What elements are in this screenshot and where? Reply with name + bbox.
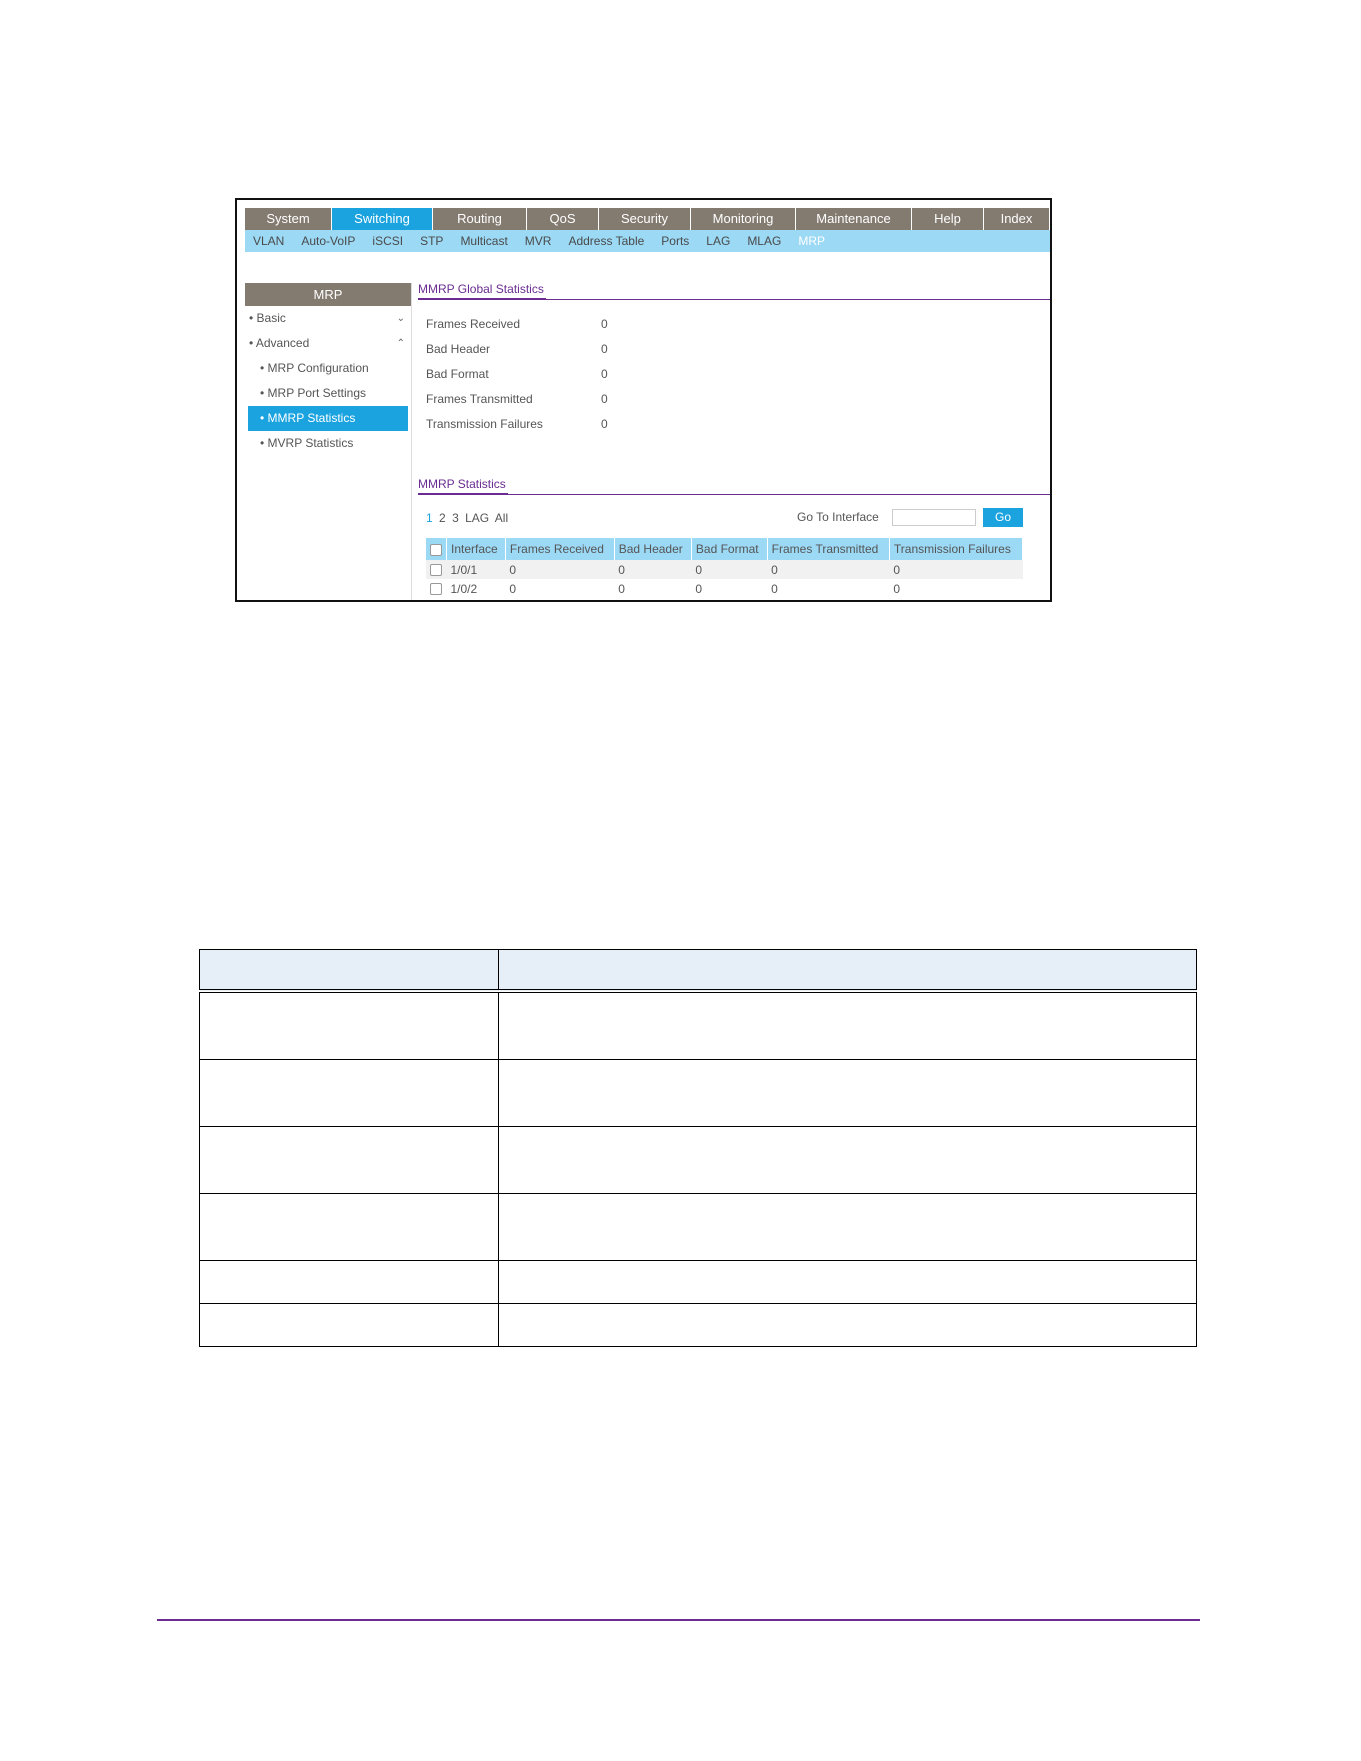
table-row <box>200 1261 1197 1304</box>
table-row <box>200 991 1197 1060</box>
sidebar-item-advanced[interactable] <box>245 331 411 356</box>
tab-switching[interactable]: Switching <box>332 208 433 230</box>
subtab-auto-voip[interactable]: Auto-VoIP <box>301 234 356 248</box>
row-checkbox-cell <box>426 560 447 579</box>
pager-link-2[interactable]: 2 <box>439 511 446 525</box>
sidebar-item-mmrp-statistics[interactable] <box>248 406 408 431</box>
table-cell <box>200 991 499 1060</box>
sidebar-item-mvrp-statistics[interactable] <box>245 431 411 456</box>
table-cell <box>499 991 1197 1060</box>
table-cell: 0 <box>614 579 691 598</box>
column-header: Frames Transmitted <box>767 538 889 560</box>
sidebar-item-label: • MRP Port Settings <box>260 386 367 400</box>
table-cell <box>499 1261 1197 1304</box>
stat-frames-transmitted: Frames Transmitted 0 <box>426 392 608 406</box>
table-row <box>200 1127 1197 1194</box>
table-header-cell <box>499 950 1197 992</box>
sidebar-title: MRP <box>245 283 411 306</box>
table-cell <box>499 1127 1197 1194</box>
table-cell <box>200 1194 499 1261</box>
pager-link-3[interactable]: 3 <box>452 511 459 525</box>
footer-divider <box>157 1619 1200 1621</box>
tab-maintenance[interactable]: Maintenance <box>796 208 912 230</box>
goto-interface-label: Go To Interface <box>797 510 879 524</box>
subtab-mlag[interactable]: MLAG <box>747 234 782 248</box>
stat-bad-header: Bad Header 0 <box>426 342 608 356</box>
global-stats-title: MMRP Global Statistics <box>418 280 546 298</box>
screenshot-frame <box>235 198 1052 602</box>
table-cell <box>200 1127 499 1194</box>
goto-interface-input[interactable] <box>892 509 976 526</box>
sidebar-item-mrp-port-settings[interactable] <box>245 381 411 406</box>
subtab-multicast[interactable]: Multicast <box>460 234 508 248</box>
go-button[interactable]: Go <box>983 508 1023 527</box>
mmrp-statistics-table <box>426 538 1023 598</box>
table-cell: 1/0/1 <box>447 560 506 579</box>
table-row <box>426 579 1023 598</box>
tab-help[interactable]: Help <box>912 208 984 230</box>
sidebar-item-basic[interactable] <box>245 306 411 331</box>
subtab-mvr[interactable]: MVR <box>524 234 552 248</box>
sub-navigation <box>245 230 1050 252</box>
table-cell: 0 <box>889 579 1022 598</box>
stat-frames-received: Frames Received 0 <box>426 317 608 331</box>
subtab-address-table[interactable]: Address Table <box>568 234 645 248</box>
table-cell: 0 <box>767 579 889 598</box>
table-cell: 1/0/2 <box>447 579 506 598</box>
table-row <box>200 1304 1197 1347</box>
stat-transmission-failures: Transmission Failures 0 <box>426 417 608 431</box>
table-row <box>426 560 1023 579</box>
row-checkbox-cell <box>426 579 447 598</box>
sidebar-item-label: • Basic <box>249 311 286 325</box>
sidebar-item-mrp-configuration[interactable] <box>245 356 411 381</box>
table-cell <box>200 1304 499 1347</box>
tab-system[interactable]: System <box>245 208 332 230</box>
table-cell <box>499 1194 1197 1261</box>
column-header: Bad Header <box>614 538 691 560</box>
port-stats-title: MMRP Statistics <box>418 475 508 493</box>
table-cell: 0 <box>614 560 691 579</box>
sidebar-item-label: • Advanced <box>249 336 310 350</box>
table-header-cell <box>200 950 499 992</box>
interface-pager <box>426 511 511 525</box>
row-checkbox[interactable] <box>430 564 442 576</box>
table-cell: 0 <box>505 579 614 598</box>
table-cell: 0 <box>691 579 767 598</box>
subtab-stp[interactable]: STP <box>420 234 444 248</box>
tab-monitoring[interactable]: Monitoring <box>691 208 796 230</box>
table-row <box>200 1060 1197 1127</box>
column-header: Frames Received <box>505 538 614 560</box>
tab-index[interactable]: Index <box>984 208 1050 230</box>
sidebar-item-label: • MVRP Statistics <box>260 436 354 450</box>
top-navigation <box>245 208 1050 230</box>
section-divider <box>418 299 1050 300</box>
subtab-ports[interactable]: Ports <box>661 234 690 248</box>
select-all-header <box>426 538 447 560</box>
pager-link-lag[interactable]: LAG <box>465 511 490 525</box>
pager-link-all[interactable]: All <box>494 511 509 525</box>
table-cell: 0 <box>505 560 614 579</box>
row-checkbox[interactable] <box>430 583 442 595</box>
table-cell: 0 <box>691 560 767 579</box>
table-cell <box>499 1304 1197 1347</box>
sidebar <box>245 283 411 456</box>
tab-routing[interactable]: Routing <box>433 208 527 230</box>
column-header: Transmission Failures <box>889 538 1022 560</box>
table-row <box>200 1194 1197 1261</box>
field-description-table <box>199 949 1197 1347</box>
pager-link-1[interactable]: 1 <box>426 511 433 525</box>
subtab-lag[interactable]: LAG <box>706 234 731 248</box>
tab-security[interactable]: Security <box>599 208 691 230</box>
chevron-down-icon: ⌄ <box>396 313 405 324</box>
sidebar-item-label: • MRP Configuration <box>260 361 369 375</box>
column-header: Bad Format <box>691 538 767 560</box>
sidebar-divider <box>411 283 412 602</box>
table-cell: 0 <box>767 560 889 579</box>
table-cell <box>499 1060 1197 1127</box>
column-header: Interface <box>447 538 506 560</box>
table-cell <box>200 1261 499 1304</box>
section-divider <box>418 494 1050 495</box>
table-cell <box>200 1060 499 1127</box>
subtab-iscsi[interactable]: iSCSI <box>372 234 404 248</box>
stat-bad-format: Bad Format 0 <box>426 367 608 381</box>
sidebar-item-label: • MMRP Statistics <box>260 411 356 425</box>
table-cell: 0 <box>889 560 1022 579</box>
subtab-vlan[interactable]: VLAN <box>253 234 285 248</box>
select-all-checkbox[interactable] <box>430 544 442 556</box>
chevron-up-icon: ⌃ <box>396 338 405 349</box>
subtab-mrp[interactable]: MRP <box>798 234 825 248</box>
tab-qos[interactable]: QoS <box>527 208 599 230</box>
